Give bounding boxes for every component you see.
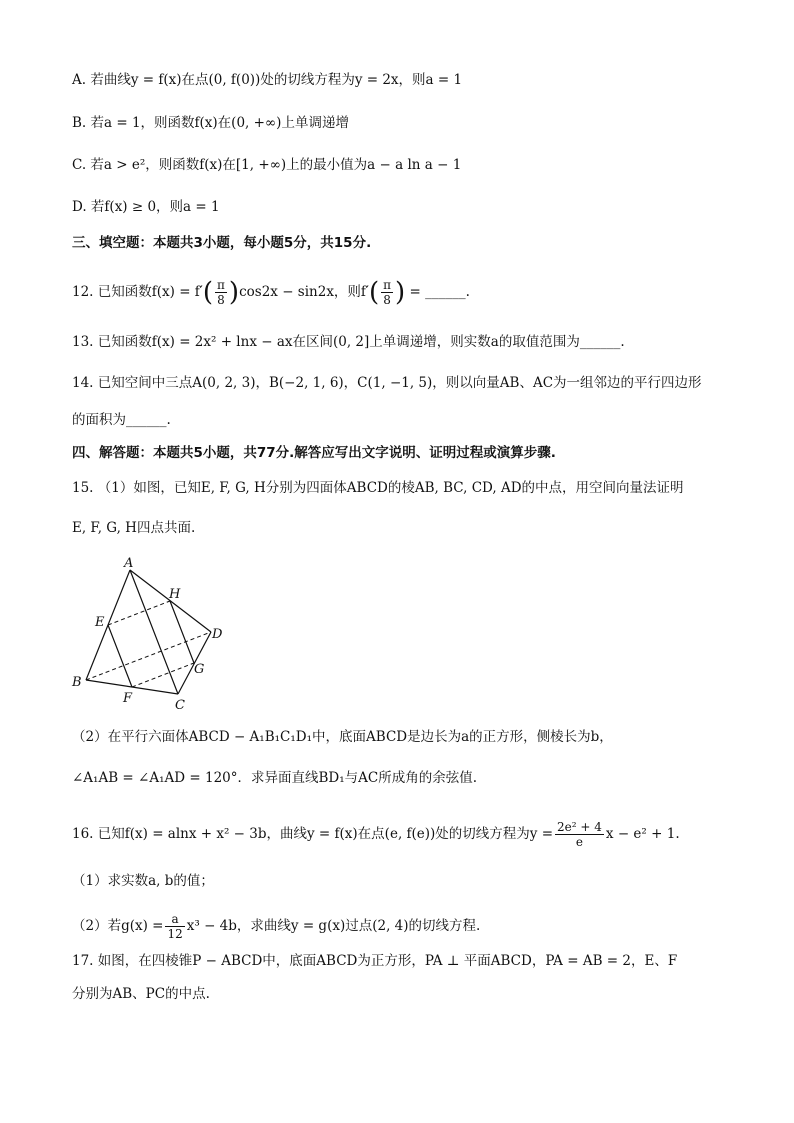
q16-part2-prefix: （2）若g(x) = bbox=[72, 918, 164, 934]
question-12: 12. 已知函数f(x) = f′( $\frac{\pi}{8}$ )cos2x − sin2x，则f′( $\frac{\pi}{8}$ ) = ______. bbox=[72, 277, 470, 308]
label-f: F bbox=[123, 691, 133, 706]
label-d: D bbox=[212, 627, 223, 642]
option-d: D. 若f(x) ≥ 0，则a = 1 bbox=[72, 199, 220, 215]
q16-fraction: $\frac{\text{2e² + 4}}{e}$ bbox=[557, 820, 602, 849]
segment-ef bbox=[108, 625, 132, 687]
question-15-part2-line1: （2）在平行六面体ABCD − A₁B₁C₁D₁中，底面ABCD是边长为a的正方形，侧棱长为b， bbox=[72, 729, 613, 745]
question-15-part1-line2: E, F, G, H四点共面. bbox=[72, 520, 196, 536]
question-17-line2: 分别为AB、PC的中点. bbox=[72, 986, 210, 1002]
q12-fraction: $\frac{\pi}{8}$ bbox=[217, 278, 225, 307]
label-h: H bbox=[169, 587, 181, 602]
question-16-part2 bbox=[72, 912, 480, 941]
section3-heading: 三、填空题：本题共3小题，每小题5分，共15分. bbox=[72, 235, 372, 251]
q12-middle: cos2x − sin2x，则f′ bbox=[239, 284, 369, 300]
question-16-part1: （1）求实数a, b的值； bbox=[72, 873, 214, 889]
q16-part2-suffix: x³ − 4b，求曲线y = g(x)过点(2, 4)的切线方程. bbox=[186, 918, 481, 934]
label-c: C bbox=[175, 698, 185, 712]
edge-bd bbox=[86, 632, 211, 680]
segment-fg bbox=[132, 663, 194, 687]
label-a: A bbox=[124, 556, 134, 571]
question-16 bbox=[72, 820, 680, 849]
q16-prefix: 16. 已知f(x) = alnx + x² − 3b，曲线y = f(x)在点(e, f(e))处的切线方程为y = bbox=[72, 826, 554, 842]
question-13: 13. 已知函数f(x) = 2x² + lnx − ax在区间(0, 2]上单调递增，则实数a的取值范围为______. bbox=[72, 334, 625, 350]
question-17-line1: 17. 如图，在四棱锥P − ABCD中，底面ABCD为正方形，PA ⊥ 平面ABCD，PA = AB = 2，E、F bbox=[72, 953, 678, 969]
q12-fraction-2: $\frac{\pi}{8}$ bbox=[383, 278, 392, 307]
option-b: B. 若a = 1，则函数f(x)在(0, +∞)上单调递增 bbox=[72, 115, 349, 131]
q12-suffix: = ______. bbox=[405, 284, 470, 300]
question-14-line2: 的面积为______. bbox=[72, 412, 171, 428]
question-14-line1: 14. 已知空间中三点A(0, 2, 3)，B(−2, 1, 6)，C(1, −1, 5)，则以向量AB、AC为一组邻边的平行四边形 bbox=[72, 375, 702, 391]
label-b: B bbox=[72, 675, 82, 690]
section4-heading: 四、解答题：本题共5小题，共77分.解答应写出文字说明、证明过程或演算步骤. bbox=[72, 445, 556, 461]
label-e: E bbox=[95, 615, 105, 630]
label-g: G bbox=[194, 662, 205, 677]
tetrahedron-figure bbox=[68, 556, 228, 712]
option-c: C. 若a > e²，则函数f(x)在[1, +∞)上的最小值为a − a ln a − 1 bbox=[72, 157, 462, 173]
option-a: A. 若曲线y = f(x)在点(0, f(0))处的切线方程为y = 2x，则a = 1 bbox=[72, 72, 463, 88]
q12-prefix: 12. 已知函数f(x) = f′ bbox=[72, 284, 203, 300]
q16-suffix: x − e² + 1. bbox=[605, 826, 680, 842]
question-15-part2-line2: ∠A₁AB = ∠A₁AD = 120°．求异面直线BD₁与AC所成角的余弦值. bbox=[72, 770, 478, 786]
question-15-part1-line1: 15. （1）如图，已知E, F, G, H分别为四面体ABCD的棱AB, BC, CD, AD的中点，用空间向量法证明 bbox=[72, 480, 684, 496]
segment-eh bbox=[108, 601, 170, 625]
q16-part2-fraction: $\frac{a}{12}$ bbox=[167, 912, 183, 941]
